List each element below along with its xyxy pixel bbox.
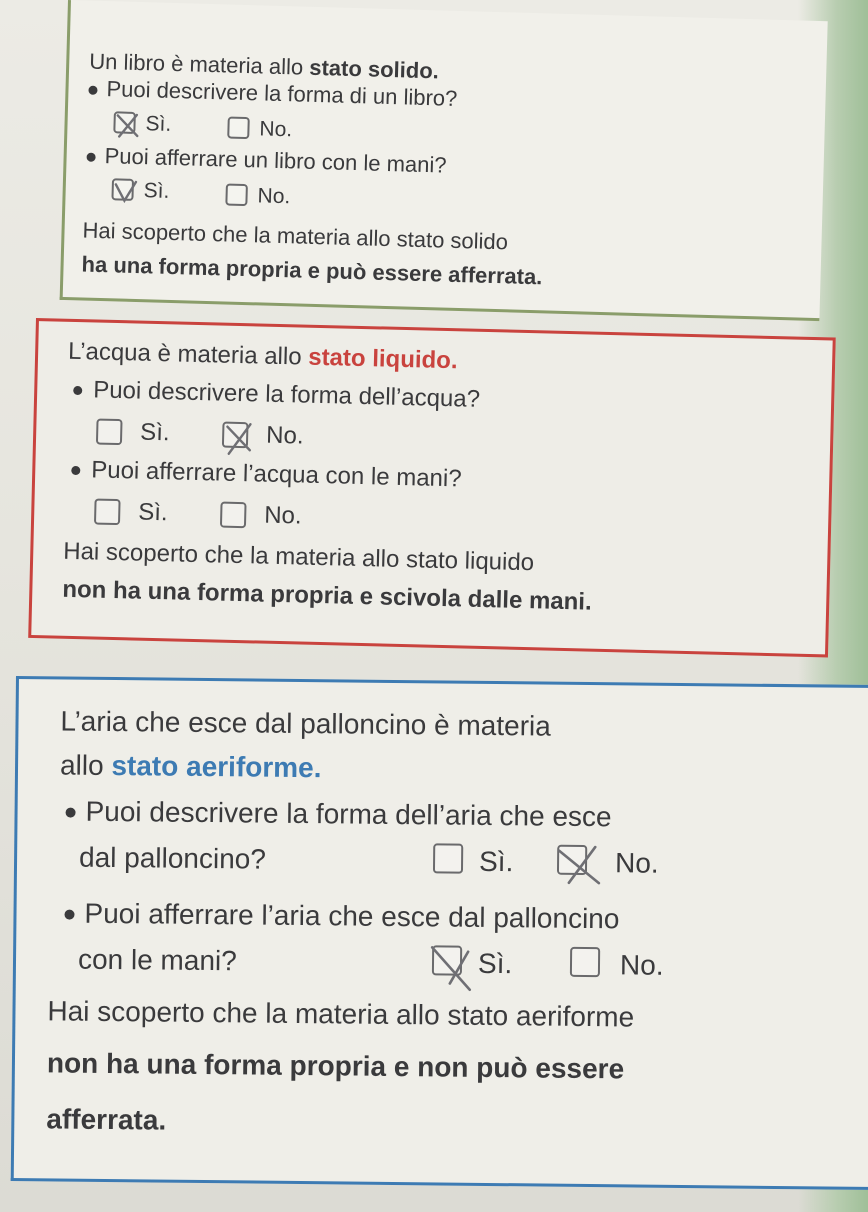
bullet-icon — [66, 808, 76, 818]
liquid-q2-yes-label: Sì. — [137, 498, 168, 527]
gas-question-2-line-1: Puoi afferrare l’aria che esce dal palloncino — [84, 897, 620, 935]
pencil-cross-icon — [430, 943, 475, 993]
gas-q1-no-label: No. — [614, 847, 659, 879]
liquid-intro — [67, 337, 458, 375]
solid-conclusion-line-1: Hai scoperto che la materia allo stato solido — [82, 217, 509, 255]
liquid-q2-no-checkbox[interactable] — [220, 502, 247, 529]
gas-q2-yes-checkbox[interactable] — [432, 945, 462, 975]
liquid-state-label: stato liquido. — [307, 343, 458, 375]
solid-question-2: Puoi afferrare un libro con le mani? — [104, 143, 447, 178]
liquid-conclusion-line-2: non ha una forma propria e scivola dalle mani. — [62, 575, 593, 616]
solid-q1-no-label: No. — [259, 117, 293, 142]
liquid-state-card — [28, 318, 836, 657]
pencil-cross-icon — [111, 109, 142, 140]
pencil-cross-icon — [555, 843, 599, 887]
bullet-icon — [88, 86, 97, 95]
gas-question-1-line-1: Puoi descrivere la forma dell’aria che esce — [85, 795, 612, 833]
liquid-conclusion-line-1: Hai scoperto che la materia allo stato liquido — [62, 537, 535, 577]
gas-state-card — [11, 676, 868, 1190]
solid-state-card — [60, 0, 828, 321]
bullet-icon — [73, 386, 82, 395]
bullet-icon — [64, 910, 74, 920]
solid-intro-text: Un libro è materia allo — [88, 48, 310, 80]
liquid-q1-yes-label: Sì. — [139, 418, 170, 447]
solid-q2-no-checkbox[interactable] — [225, 183, 248, 206]
liquid-question-1: Puoi descrivere la forma dell’acqua? — [92, 376, 481, 413]
solid-q1-no-checkbox[interactable] — [227, 117, 250, 140]
gas-intro-line-2 — [60, 751, 322, 782]
liquid-q1-no-label: No. — [265, 421, 304, 450]
gas-conclusion-line-2: non ha una forma propria e non può essere — [46, 1047, 625, 1085]
gas-state-label: stato aeriforme. — [111, 750, 322, 784]
liquid-q1-no-checkbox[interactable] — [222, 422, 249, 449]
solid-q1-yes-label: Sì. — [145, 112, 172, 136]
pencil-check-icon — [109, 176, 140, 207]
gas-question-2-line-2: con le mani? — [77, 943, 237, 977]
gas-conclusion-line-1: Hai scoperto che la materia allo stato aeriforme — [47, 995, 635, 1033]
liquid-q1-yes-checkbox[interactable] — [96, 419, 123, 446]
pencil-cross-icon — [220, 420, 255, 455]
liquid-q2-no-label: No. — [263, 501, 302, 530]
gas-conclusion-line-3: afferrata. — [46, 1103, 167, 1136]
solid-conclusion-line-2: ha una forma propria e può essere afferrata. — [81, 251, 543, 290]
solid-q2-yes-label: Sì. — [143, 179, 170, 203]
gas-intro-text: allo — [59, 749, 112, 782]
bullet-icon — [86, 153, 95, 162]
solid-state-label: stato solido. — [308, 54, 440, 84]
solid-q1-yes-checkbox[interactable] — [113, 111, 136, 134]
liquid-question-2: Puoi afferrare l’acqua con le mani? — [90, 456, 462, 493]
gas-q2-no-checkbox[interactable] — [570, 947, 600, 977]
gas-intro-line-1: L’aria che esce dal palloncino è materia — [60, 705, 551, 742]
gas-q1-yes-label: Sì. — [478, 845, 514, 878]
solid-question-1: Puoi descrivere la forma di un libro? — [106, 76, 458, 111]
solid-q2-yes-checkbox[interactable] — [111, 178, 134, 201]
solid-q2-no-label: No. — [257, 184, 291, 209]
liquid-q2-yes-checkbox[interactable] — [94, 498, 121, 525]
liquid-intro-text: L’acqua è materia allo — [67, 337, 309, 371]
gas-q2-no-label: No. — [619, 949, 664, 981]
gas-question-1-line-2: dal palloncino? — [78, 841, 267, 875]
gas-q1-yes-checkbox[interactable] — [433, 843, 463, 873]
gas-q2-yes-label: Sì. — [477, 947, 513, 980]
bullet-icon — [71, 466, 80, 475]
gas-q1-no-checkbox[interactable] — [557, 845, 587, 875]
